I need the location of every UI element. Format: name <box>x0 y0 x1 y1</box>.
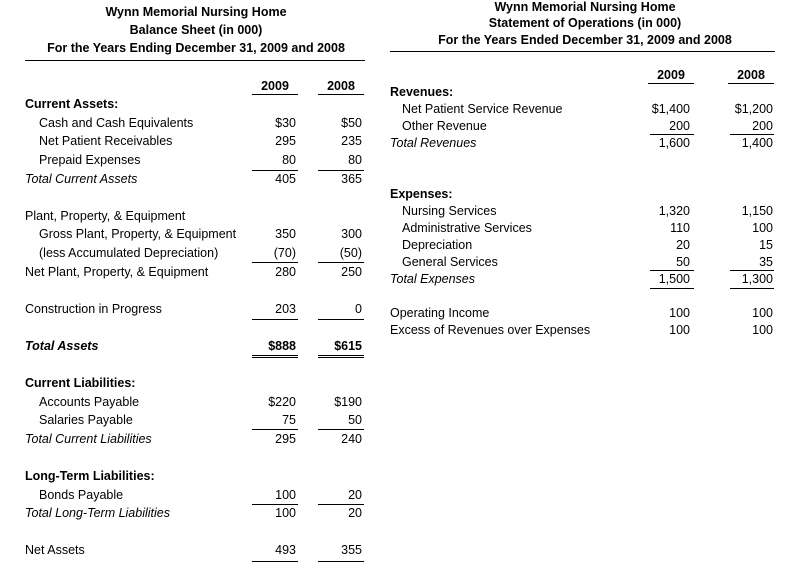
value-2008: 240 <box>341 432 362 446</box>
total-revenues-label: Total Revenues <box>390 136 477 150</box>
value-2008: 250 <box>341 265 362 279</box>
long-term-liabilities-heading: Long-Term Liabilities: <box>25 469 155 483</box>
value-2008: $1,200 <box>734 102 773 116</box>
value-2009: 1,320 <box>658 204 690 218</box>
total-long-term-liabilities-label: Total Long-Term Liabilities <box>25 506 170 520</box>
value-2009: 203 <box>275 302 296 316</box>
title-divider <box>25 60 365 61</box>
value-2009: $888 <box>268 339 296 353</box>
operations-title-3: For the Years Ended December 31, 2009 and 2008 <box>438 33 732 47</box>
subtotal-rule <box>252 170 298 171</box>
total-assets-label: Total Assets <box>25 339 99 353</box>
subtotal-rule <box>730 270 774 271</box>
value-2008: 100 <box>752 323 773 337</box>
value-2008: 365 <box>341 172 362 186</box>
row-label: Net Patient Receivables <box>39 134 173 148</box>
value-2009: 100 <box>669 306 690 320</box>
value-2008: $615 <box>334 339 362 353</box>
subtotal-rule <box>730 288 774 289</box>
subtotal-rule <box>650 270 694 271</box>
subtotal-rule <box>318 262 364 263</box>
row-label: Other Revenue <box>402 119 487 133</box>
row-label: Prepaid Expenses <box>39 153 141 167</box>
value-2008: 20 <box>348 506 362 520</box>
value-2008: 50 <box>348 413 362 427</box>
value-2008: 100 <box>752 221 773 235</box>
row-label: Accounts Payable <box>39 395 140 409</box>
value-2009: 280 <box>275 265 296 279</box>
balance-sheet-title-3: For the Years Ending December 31, 2009 and 2008 <box>47 41 345 55</box>
col-header-2009: 2009 <box>648 68 694 84</box>
excess-label: Excess of Revenues over Expenses <box>390 323 591 337</box>
subtotal-rule <box>730 134 774 135</box>
value-2008: 235 <box>341 134 362 148</box>
subtotal-rule <box>252 504 298 505</box>
value-2008: $190 <box>334 395 362 409</box>
value-2009: 100 <box>275 488 296 502</box>
value-2009: 295 <box>275 432 296 446</box>
operations-title-1: Wynn Memorial Nursing Home <box>494 0 676 14</box>
value-2009: (70) <box>273 246 296 260</box>
subtotal-rule <box>318 561 364 562</box>
subtotal-rule <box>252 429 298 430</box>
value-2008: 1,300 <box>741 272 773 286</box>
value-2009: 200 <box>669 119 690 133</box>
value-2008: 100 <box>752 306 773 320</box>
value-2009: $30 <box>275 116 296 130</box>
net-assets-label: Net Assets <box>25 543 85 557</box>
total-current-liabilities-label: Total Current Liabilities <box>25 432 152 446</box>
value-2008: 0 <box>355 302 362 316</box>
total-expenses-label: Total Expenses <box>390 272 476 286</box>
subtotal-rule <box>318 319 364 320</box>
value-2008: 1,150 <box>741 204 773 218</box>
value-2009: $1,400 <box>651 102 690 116</box>
value-2009: 100 <box>275 506 296 520</box>
value-2008: 355 <box>341 543 362 557</box>
row-label: Cash and Cash Equivalents <box>39 116 194 130</box>
value-2008: 35 <box>759 255 773 269</box>
operations-title-2: Statement of Operations (in 000) <box>488 16 682 30</box>
total-current-assets-label: Total Current Assets <box>25 172 138 186</box>
col-header-2008: 2008 <box>728 68 774 84</box>
value-2009: 405 <box>275 172 296 186</box>
subtotal-rule <box>318 504 364 505</box>
value-2009: 493 <box>275 543 296 557</box>
value-2009: 1,500 <box>658 272 690 286</box>
col-header-2009: 2009 <box>252 79 298 95</box>
revenues-heading: Revenues: <box>390 85 454 99</box>
subtotal-rule <box>650 288 694 289</box>
subtotal-rule <box>650 134 694 135</box>
expenses-heading: Expenses: <box>390 187 453 201</box>
row-label: Bonds Payable <box>39 488 124 502</box>
subtotal-rule <box>252 319 298 320</box>
col-header-2008: 2008 <box>318 79 364 95</box>
value-2009: 20 <box>676 238 690 252</box>
double-rule <box>252 355 298 358</box>
value-2009: 50 <box>676 255 690 269</box>
balance-sheet-title-1: Wynn Memorial Nursing Home <box>105 5 287 19</box>
row-label: Nursing Services <box>402 204 497 218</box>
subtotal-rule <box>318 170 364 171</box>
value-2008: 15 <box>759 238 773 252</box>
construction-label: Construction in Progress <box>25 302 162 316</box>
current-liabilities-heading: Current Liabilities: <box>25 376 136 390</box>
balance-sheet-title-2: Balance Sheet (in 000) <box>129 23 263 37</box>
value-2009: 75 <box>282 413 296 427</box>
current-assets-heading: Current Assets: <box>25 97 119 111</box>
value-2008: $50 <box>341 116 362 130</box>
value-2008: 1,400 <box>741 136 773 150</box>
value-2009: 350 <box>275 227 296 241</box>
row-label: Administrative Services <box>402 221 532 235</box>
row-label: General Services <box>402 255 498 269</box>
row-label: Salaries Payable <box>39 413 133 427</box>
value-2008: 300 <box>341 227 362 241</box>
subtotal-rule <box>318 429 364 430</box>
value-2008: 200 <box>752 119 773 133</box>
value-2009: 295 <box>275 134 296 148</box>
row-label: Net Patient Service Revenue <box>402 102 563 116</box>
value-2008: (50) <box>339 246 362 260</box>
row-label: (less Accumulated Depreciation) <box>39 246 219 260</box>
row-label: Gross Plant, Property, & Equipment <box>39 227 237 241</box>
ppe-heading: Plant, Property, & Equipment <box>25 209 186 223</box>
subtotal-rule <box>252 561 298 562</box>
row-label: Depreciation <box>402 238 473 252</box>
value-2009: 110 <box>670 221 690 235</box>
value-2009: 80 <box>282 153 296 167</box>
net-ppe-label: Net Plant, Property, & Equipment <box>25 265 209 279</box>
operating-income-label: Operating Income <box>390 306 490 320</box>
value-2009: $220 <box>268 395 296 409</box>
double-rule <box>318 355 364 358</box>
subtotal-rule <box>252 262 298 263</box>
value-2008: 80 <box>348 153 362 167</box>
title-divider <box>390 51 775 52</box>
value-2008: 20 <box>348 488 362 502</box>
value-2009: 1,600 <box>658 136 690 150</box>
value-2009: 100 <box>669 323 690 337</box>
